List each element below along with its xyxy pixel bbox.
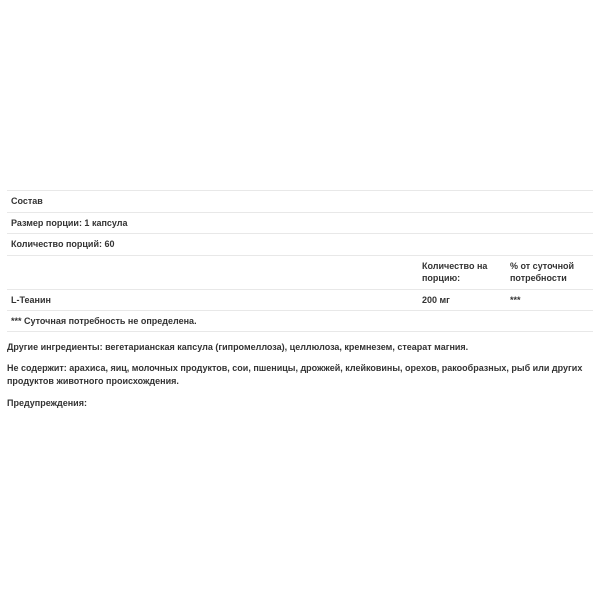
ingredient-amount: 200 мг — [422, 294, 450, 305]
serving-size: Размер порции: 1 капсула — [11, 217, 128, 228]
footnote: *** Суточная потребность не определена. — [11, 315, 197, 326]
footnote-row — [7, 310, 593, 332]
warnings-heading: Предупреждения: — [7, 398, 87, 408]
ingredient-daily-value: *** — [510, 294, 521, 305]
column-header-daily-value: % от суточной потребности — [510, 261, 575, 283]
supplement-facts-table — [7, 190, 593, 332]
serving-size-row — [7, 212, 593, 234]
ingredient-name: L-Теанин — [11, 294, 51, 305]
table-header-row — [7, 255, 593, 289]
servings-per-container-row — [7, 233, 593, 255]
other-ingredients: Другие ингредиенты: вегетарианская капсула (гипромеллоза), целлюлоза, кремнезем, стеарат магния. — [7, 342, 469, 352]
facts-title-row — [7, 190, 593, 212]
facts-title: Состав — [11, 196, 43, 207]
table-row — [7, 289, 593, 311]
servings-per-container: Количество порций: 60 — [11, 239, 115, 250]
column-header-amount: Количество на порцию: — [422, 261, 488, 283]
does-not-contain: Не содержит: арахиса, яиц, молочных продуктов, сои, пшеницы, дрожжей, клейковины, орехов, ракообразных, рыб или других продуктов животного происхождения. — [7, 363, 583, 386]
